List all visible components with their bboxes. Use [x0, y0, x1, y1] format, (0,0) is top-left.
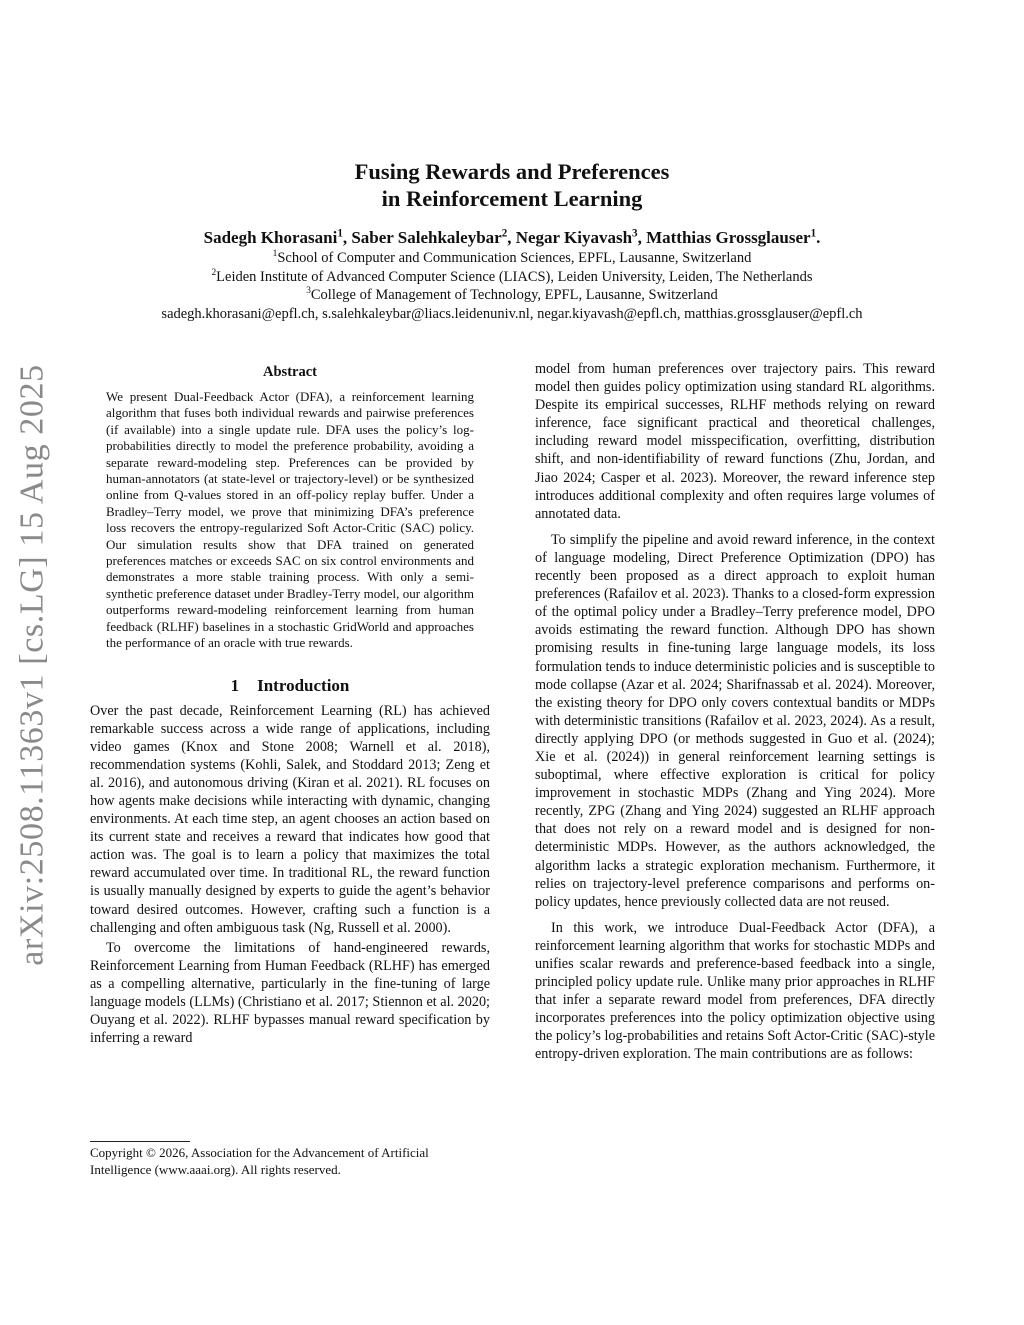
section-heading-introduction	[90, 676, 490, 696]
affiliation: $^3$College of Management of Technology, EPFL, Lausanne, Switzerland	[306, 286, 718, 303]
author-emails: sadegh.khorasani@epfl.ch, s.salehkaleybar@liacs.leidenuniv.nl, negar.kiyavash@epfl.ch, matthias.grossglauser@epfl.ch	[161, 305, 863, 322]
author: Negar Kiyavash$^3$,	[515, 227, 647, 247]
intro-paragraph: To simplify the pipeline and avoid reward inference, in the context of language modeling, Direct Preference Optimization (DPO) has recently been proposed as a direct approach to exploit human preferences (Rafailov et al. 2023). Thanks to a closed-form expression of the optimal policy under a Bradley–Terry preference model, DPO avoids estimating the reward function. Although DPO has shown promising results in fine-tuning large language models, its loss formulation tends to induce deterministic policies and is susceptible to mode collapse (Azar et al. 2024; Sharifnassab et al. 2024). Moreover, the existing theory for DPO only covers contextual bandits or MDPs with deterministic transitions (Rafailov et al. 2023, 2024). As a result, directly applying DPO (or methods suggested in Guo et al. (2024); Xie et al. (2024)) in general reinforcement learning settings is suboptimal, where effective exploration is critical for policy improvement in stochastic MDPs (Zhang and Ying 2024). More recently, ZPG (Zhang and Ying 2024) suggested an RLHF approach that does not rely on a reward model and is designed for non-deterministic MDPs. However, as the authors acknowledged, the algorithm lacks a strategic exploration mechanism. Furthermore, it relies on trajectory-level preference comparisons and performs on-policy updates, hence previously collected data are not reused.	[535, 531, 935, 910]
right-column	[535, 360, 935, 1064]
abstract-heading: Abstract	[263, 364, 317, 380]
author: Sadegh Khorasani$^1$,	[203, 227, 352, 247]
copyright-footnote: Copyright © 2026, Association for the Advancement of Artificial Intelligence (www.aaai.org). All rights reserved.	[90, 1145, 429, 1177]
author: Matthias Grossglauser$^1$.	[646, 227, 821, 247]
title-line-1: Fusing Rewards and Preferences	[354, 159, 670, 184]
arxiv-stamp	[8, 364, 58, 966]
section-title: Introduction	[257, 675, 350, 695]
author: Saber Salehkaleybar$^2$,	[351, 227, 516, 247]
affiliation: $^2$Leiden Institute of Advanced Computer Science (LIACS), Leiden University, Leiden, The Netherlands	[211, 267, 813, 285]
footnote-rule	[90, 1141, 190, 1142]
intro-paragraph: In this work, we introduce Dual-Feedback Actor (DFA), a reinforcement learning algorithm that works for stochastic MDPs and unifies scalar rewards and preference-based feedback into a single, principled policy update rule. Unlike many prior approaches in RLHF that infer a separate reward model from preferences, DFA directly incorporates preferences into the policy optimization objective using the policy’s log-probabilities and retains Soft Actor-Critic (SAC)-style entropy-driven exploration. The main contributions are as follows:	[535, 919, 935, 1063]
author-list	[60, 227, 964, 249]
intro-paragraph: To overcome the limitations of hand-engineered rewards, Reinforcement Learning from Human Feedback (RLHF) has emerged as a compelling alternative, particularly in the fine-tuning of large language models (LLMs) (Christiano et al. 2017; Stiennon et al. 2020; Ouyang et al. 2022). RLHF bypasses manual reward specification by inferring a reward	[90, 939, 490, 1047]
intro-paragraph: Over the past decade, Reinforcement Learning (RL) has achieved remarkable success across a wide range of applications, including video games (Knox and Stone 2008; Warnell et al. 2018), recommendation systems (Kohli, Salek, and Stoddard 2013; Zeng et al. 2016), and autonomous driving (Kiran et al. 2021). RL focuses on how agents make decisions while interacting with dynamic, changing environments. At each time step, an agent chooses an action based on its current state and receives a reward that indicates how good that action was. The goal is to learn a policy that maximizes the total reward accumulated over time. In traditional RL, the reward function is usually manually designed by experts to guide the agent’s behavior toward desired outcomes. However, crafting such a function is a challenging and often ambiguous task (Ng, Russell et al. 2000).	[90, 702, 490, 936]
section-number: 1	[230, 675, 240, 695]
paper-header	[60, 158, 964, 323]
intro-paragraph: model from human preferences over trajectory pairs. This reward model then guides policy optimization using standard RL algorithms. Despite its empirical successes, RLHF methods relying on reward inference, face significant practical and theoretical challenges, including reward model misspecification, overfitting, distribution shift, and non-identifiability of reward functions (Zhu, Jordan, and Jiao 2024; Casper et al. 2023). Moreover, the reward inference step introduces additional complexity and often requires large volumes of annotated data.	[535, 361, 935, 522]
abstract-text: We present Dual-Feedback Actor (DFA), a reinforcement learning algorithm that fuses both individual rewards and pairwise preferences (if available) into a single update rule. DFA uses the policy’s log-probabilities directly to model the preference probability, avoiding a separate reward-modeling step. Preferences can be provided by human-annotators (at state-level or trajectory-level) or be synthesized online from Q-values stored in an off-policy replay buffer. Under a Bradley–Terry model, we prove that minimizing DFA’s preference loss recovers the entropy-regularized Soft Actor-Critic (SAC) policy. Our simulation results show that DFA trained on generated preferences matches or exceeds SAC on six control environments and demonstrates a more stable training process. With only a semi-synthetic preference dataset under Bradley-Terry model, our algorithm outperforms reward-modeling reinforcement learning from human feedback (RLHF) baselines in a stochastic GridWorld and approaches the performance of an oracle with true rewards.	[106, 389, 474, 651]
left-column	[90, 360, 490, 1047]
paper-title	[60, 158, 964, 212]
title-line-2: in Reinforcement Learning	[381, 186, 643, 211]
affiliation: $^1$School of Computer and Communication Sciences, EPFL, Lausanne, Switzerland	[272, 249, 752, 266]
arxiv-id: arXiv:2508.11363v1 [cs.LG] 15 Aug 2025	[14, 364, 51, 966]
